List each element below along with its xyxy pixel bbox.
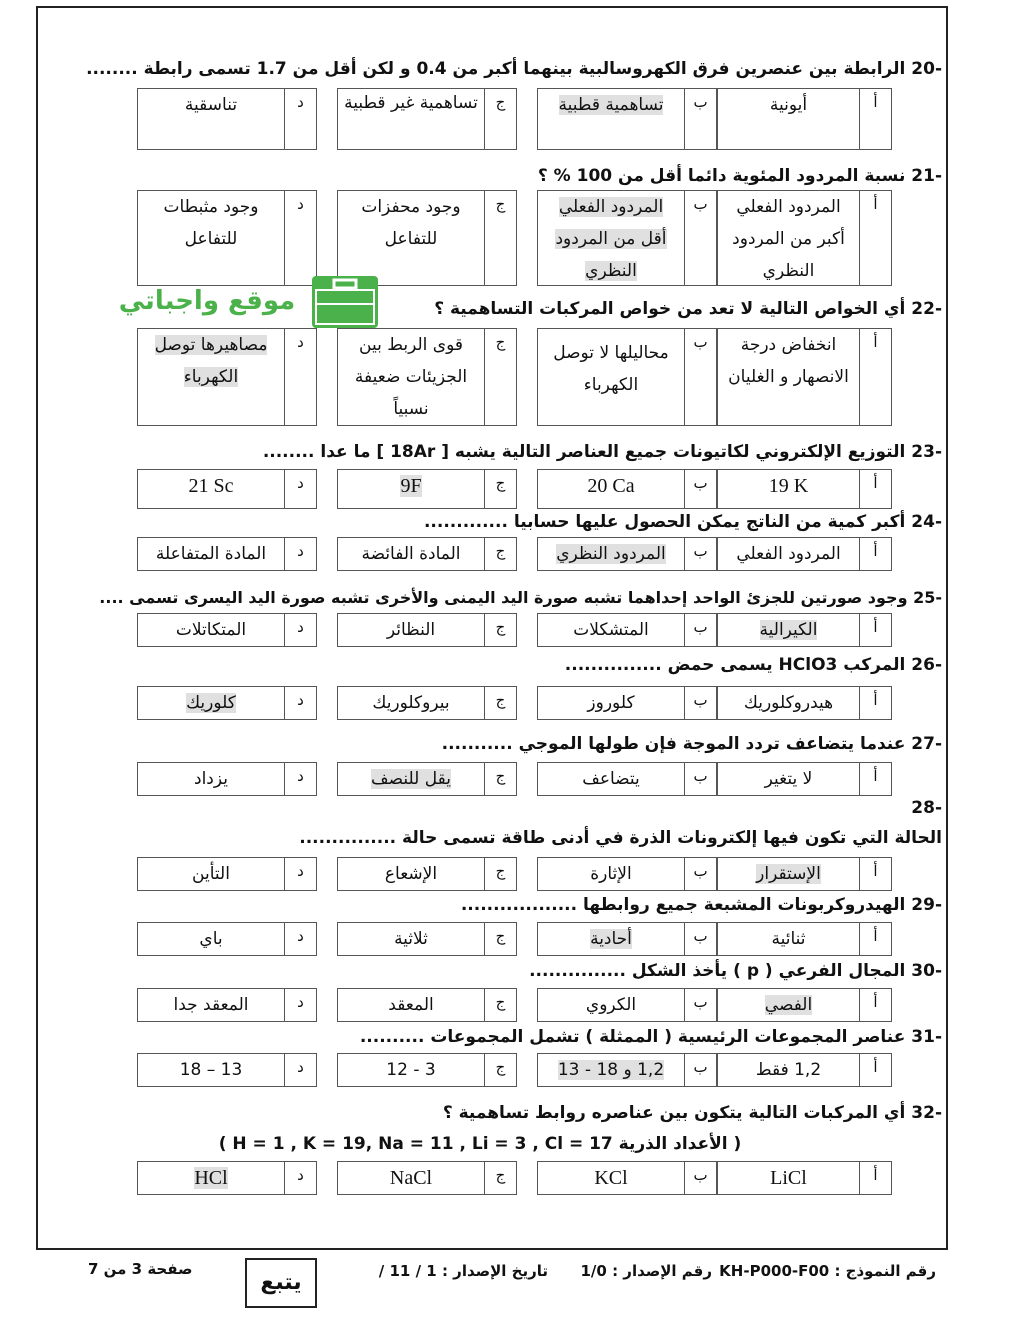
option-letter: د bbox=[284, 687, 316, 719]
option-text: 3 - 12 bbox=[386, 1060, 436, 1080]
option-a[interactable] bbox=[717, 1161, 892, 1195]
option-b[interactable] bbox=[537, 613, 717, 647]
option-letter: د bbox=[284, 89, 316, 149]
question-text: المركب HClO3 يسمى حمض ............... bbox=[564, 655, 906, 675]
question-text: المجال الفرعي ( p ) يأخذ الشكل ............... bbox=[529, 961, 906, 981]
option-c[interactable] bbox=[337, 88, 517, 150]
options-row-22 bbox=[112, 328, 892, 426]
option-text: أيونية bbox=[769, 95, 808, 115]
option-d[interactable] bbox=[137, 469, 317, 509]
option-text: المتشكلات bbox=[573, 620, 649, 640]
option-d[interactable] bbox=[137, 1161, 317, 1195]
question-22 bbox=[40, 298, 942, 320]
option-d[interactable] bbox=[137, 537, 317, 571]
option-letter: ج bbox=[484, 538, 516, 570]
question-28-number bbox=[40, 797, 942, 819]
question-number: -25 bbox=[913, 588, 942, 607]
page-number: صفحة 3 من 7 bbox=[88, 1260, 193, 1278]
option-text: المتكاتلات bbox=[175, 620, 247, 640]
options-row-27 bbox=[104, 762, 892, 796]
question-28 bbox=[40, 827, 942, 849]
option-c[interactable] bbox=[337, 762, 517, 796]
option-letter: أ bbox=[859, 687, 891, 719]
question-number: -23 bbox=[911, 442, 942, 462]
question-number: -31 bbox=[911, 1027, 942, 1047]
option-letter: ب bbox=[684, 989, 716, 1021]
option-text: 1,2 فقط bbox=[755, 1060, 822, 1080]
option-letter: د bbox=[284, 1162, 316, 1194]
options-row-24 bbox=[112, 537, 892, 571]
option-text: وجود مثبطات للتفاعل bbox=[163, 197, 259, 249]
question-24 bbox=[40, 511, 942, 533]
option-text: الفصي bbox=[764, 995, 813, 1015]
question-text: عندما يتضاعف تردد الموجة فإن طولها الموجي ........... bbox=[441, 734, 906, 754]
option-text: الكيرالية bbox=[759, 620, 818, 640]
option-a[interactable] bbox=[717, 88, 892, 150]
question-29 bbox=[40, 894, 942, 916]
option-text: النظائر bbox=[386, 620, 436, 640]
option-text: المردود الفعلي أقل من المردود النظري bbox=[555, 197, 667, 281]
question-number: -32 bbox=[911, 1103, 942, 1123]
option-text: 19 K bbox=[768, 475, 809, 497]
option-text: انخفاض درجة الانصهار و الغليان bbox=[728, 335, 849, 387]
options-row-23 bbox=[112, 469, 892, 509]
option-letter: ج bbox=[484, 923, 516, 955]
option-text: 9F bbox=[400, 475, 422, 497]
question-25 bbox=[40, 587, 942, 609]
option-text: بيروكلوريك bbox=[372, 693, 450, 713]
options-row-29 bbox=[104, 922, 892, 956]
option-letter: أ bbox=[859, 1162, 891, 1194]
option-letter: أ bbox=[859, 191, 891, 285]
option-letter: أ bbox=[859, 614, 891, 646]
question-31 bbox=[40, 1026, 942, 1048]
option-text: 13 – 18 bbox=[179, 1060, 243, 1080]
option-letter: ب bbox=[684, 763, 716, 795]
option-letter: د bbox=[284, 763, 316, 795]
option-text: المردود الفعلي أكبر من المردود النظري bbox=[732, 197, 845, 281]
question-text: الرابطة بين عنصرين فرق الكهروسالبية بينهما أكبر من 0.4 و لكن أقل من 1.7 تسمى رابطة ........ bbox=[86, 59, 906, 79]
option-text: المادة الفائضة bbox=[361, 544, 461, 564]
option-text: يزداد bbox=[194, 769, 228, 789]
option-text: NaCl bbox=[389, 1167, 433, 1189]
option-letter: ب bbox=[684, 191, 716, 285]
option-letter: أ bbox=[859, 858, 891, 890]
question-number: -24 bbox=[911, 512, 942, 532]
question-number: -28 bbox=[911, 798, 942, 818]
option-text: أحادية bbox=[590, 929, 632, 949]
question-26 bbox=[40, 654, 942, 676]
option-a[interactable] bbox=[717, 613, 892, 647]
question-text: الحالة التي تكون فيها إلكترونات الذرة في أدنى طاقة تسمى حالة ............... bbox=[299, 828, 942, 848]
option-c[interactable] bbox=[337, 1053, 517, 1087]
option-text: المعقد جدا bbox=[173, 995, 249, 1015]
option-letter: د bbox=[284, 989, 316, 1021]
option-letter: ب bbox=[684, 1162, 716, 1194]
question-23 bbox=[40, 441, 942, 463]
option-text: قوى الربط بين الجزيئات ضعيفة نسبياً bbox=[354, 335, 468, 419]
option-text: هيدروكلوريك bbox=[743, 693, 834, 713]
option-text: المادة المتفاعلة bbox=[155, 544, 267, 564]
option-b[interactable] bbox=[537, 190, 717, 286]
option-b[interactable] bbox=[537, 857, 717, 891]
option-c[interactable] bbox=[337, 537, 517, 571]
option-text: محاليلها لا توصل الكهرباء bbox=[553, 343, 669, 395]
question-number: -26 bbox=[911, 655, 942, 675]
option-letter: ج bbox=[484, 989, 516, 1021]
question-text: عناصر المجموعات الرئيسية ( الممثلة ) تشمل المجموعات .......... bbox=[359, 1027, 906, 1047]
option-b[interactable] bbox=[537, 1161, 717, 1195]
option-a[interactable] bbox=[717, 469, 892, 509]
option-text: LiCl bbox=[770, 1167, 807, 1189]
option-letter: ب bbox=[684, 470, 716, 508]
option-a[interactable] bbox=[717, 988, 892, 1022]
option-letter: أ bbox=[859, 923, 891, 955]
question-subtext: ( الأعداد الذرية H = 1 , K = 19, Na = 11 , Li = 3 , Cl = 17 ) bbox=[218, 1134, 742, 1154]
option-letter: أ bbox=[859, 989, 891, 1021]
option-a[interactable] bbox=[717, 857, 892, 891]
issue-date: تاريخ الإصدار : 1 / 11 / bbox=[378, 1262, 548, 1280]
option-b[interactable] bbox=[537, 686, 717, 720]
option-c[interactable] bbox=[337, 1161, 517, 1195]
option-c[interactable] bbox=[337, 922, 517, 956]
option-b[interactable] bbox=[537, 762, 717, 796]
watermark-text: موقع واجباتي bbox=[118, 286, 296, 316]
option-letter: د bbox=[284, 329, 316, 425]
option-text: KCl bbox=[594, 1167, 628, 1189]
option-text: الإثارة bbox=[590, 864, 632, 884]
option-b[interactable] bbox=[537, 922, 717, 956]
version-number: رقم الإصدار : 1/0 bbox=[580, 1262, 712, 1280]
option-letter: د bbox=[284, 538, 316, 570]
option-text: ثنائية bbox=[771, 929, 806, 949]
option-text: تساهمية قطبية bbox=[558, 95, 664, 115]
option-d[interactable] bbox=[137, 857, 317, 891]
question-number: -20 bbox=[911, 59, 942, 79]
option-a[interactable] bbox=[717, 922, 892, 956]
option-text: لا يتغير bbox=[764, 769, 813, 789]
option-text: المردود الفعلي bbox=[736, 544, 841, 564]
question-text: نسبة المردود المئوية دائما أقل من 100 % ؟ bbox=[537, 166, 906, 186]
option-c[interactable] bbox=[337, 857, 517, 891]
option-c[interactable] bbox=[337, 328, 517, 426]
options-row-31 bbox=[104, 1053, 892, 1087]
option-a[interactable] bbox=[717, 190, 892, 286]
option-d[interactable] bbox=[137, 1053, 317, 1087]
option-text: مصاهيرها توصل الكهرباء bbox=[154, 335, 268, 387]
option-d[interactable] bbox=[137, 922, 317, 956]
option-text: 20 Ca bbox=[587, 475, 635, 497]
option-d[interactable] bbox=[137, 988, 317, 1022]
option-d[interactable] bbox=[137, 88, 317, 150]
option-b[interactable] bbox=[537, 537, 717, 571]
footer bbox=[40, 1258, 940, 1314]
option-text: تناسقية bbox=[184, 95, 238, 115]
model-number: رقم النموذج : KH-P000-F00 bbox=[719, 1262, 936, 1280]
option-letter: أ bbox=[859, 329, 891, 425]
option-text: ثلاثية bbox=[394, 929, 428, 949]
option-text: وجود محفزات للتفاعل bbox=[361, 197, 461, 249]
question-32 bbox=[40, 1102, 942, 1124]
option-a[interactable] bbox=[717, 328, 892, 426]
options-row-25 bbox=[112, 613, 892, 647]
option-text: كلوريك bbox=[186, 693, 236, 713]
option-b[interactable] bbox=[537, 469, 717, 509]
question-21 bbox=[40, 165, 942, 187]
option-text: تساهمية غير قطبية bbox=[344, 93, 478, 113]
question-30 bbox=[40, 960, 942, 982]
option-text: يقل للنصف bbox=[371, 769, 451, 789]
option-letter: أ bbox=[859, 89, 891, 149]
option-letter: ج bbox=[484, 763, 516, 795]
option-letter: ب bbox=[684, 1054, 716, 1086]
option-d[interactable] bbox=[137, 190, 317, 286]
question-number: -22 bbox=[911, 299, 942, 319]
question-text: أي المركبات التالية يتكون بين عناصره روابط تساهمية ؟ bbox=[442, 1103, 906, 1123]
option-letter: د bbox=[284, 614, 316, 646]
options-row-21 bbox=[112, 190, 892, 286]
option-letter: ج bbox=[484, 1054, 516, 1086]
option-text: المردود النظري bbox=[556, 544, 666, 564]
option-text: التأين bbox=[192, 864, 230, 884]
question-text: الهيدروكربونات المشبعة جميع روابطها .................. bbox=[460, 895, 906, 915]
option-letter: ب bbox=[684, 89, 716, 149]
option-text: 21 Sc bbox=[188, 475, 234, 497]
option-a[interactable] bbox=[717, 537, 892, 571]
option-b[interactable] bbox=[537, 88, 717, 150]
option-letter: ج bbox=[484, 89, 516, 149]
option-c[interactable] bbox=[337, 686, 517, 720]
question-27 bbox=[40, 733, 942, 755]
question-text: التوزيع الإلكتروني لكاتيونات جميع العناصر التالية يشبه [ 18Ar ] ما عدا ........ bbox=[262, 442, 906, 462]
options-row-32 bbox=[104, 1161, 892, 1195]
option-letter: أ bbox=[859, 470, 891, 508]
option-letter: د bbox=[284, 923, 316, 955]
option-d[interactable] bbox=[137, 762, 317, 796]
option-letter: ج bbox=[484, 858, 516, 890]
option-d[interactable] bbox=[137, 328, 317, 426]
option-a[interactable] bbox=[717, 1053, 892, 1087]
option-letter: ب bbox=[684, 687, 716, 719]
option-text: كلوروز bbox=[587, 693, 635, 713]
question-32-subtext bbox=[200, 1133, 760, 1155]
option-text: HCl bbox=[194, 1167, 228, 1189]
option-letter: ب bbox=[684, 614, 716, 646]
option-b[interactable] bbox=[537, 1053, 717, 1087]
option-text: الإشعاع bbox=[384, 864, 438, 884]
question-number: -21 bbox=[911, 166, 942, 186]
question-text: أي الخواص التالية لا تعد من خواص المركبات التساهمية ؟ bbox=[434, 299, 906, 319]
option-letter: أ bbox=[859, 763, 891, 795]
question-number: -27 bbox=[911, 734, 942, 754]
option-letter: ب bbox=[684, 329, 716, 425]
option-letter: د bbox=[284, 858, 316, 890]
option-text: 1,2 و 18 - 13 bbox=[557, 1060, 665, 1080]
option-letter: د bbox=[284, 1054, 316, 1086]
option-letter: ج bbox=[484, 470, 516, 508]
option-letter: د bbox=[284, 470, 316, 508]
option-d[interactable] bbox=[137, 686, 317, 720]
question-text: أكبر كمية من الناتج يمكن الحصول عليها حسابيا ............. bbox=[423, 512, 906, 532]
option-letter: ب bbox=[684, 923, 716, 955]
option-text: المعقد bbox=[388, 995, 434, 1015]
question-text: وجود صورتين للجزئ الواحد إحداهما تشبه صورة اليد اليمنى والأخرى تشبه صورة اليد اليسرى تسمى .... bbox=[99, 588, 908, 607]
options-row-30 bbox=[104, 988, 892, 1022]
option-letter: ج bbox=[484, 614, 516, 646]
option-letter: ب bbox=[684, 858, 716, 890]
option-letter: ج bbox=[484, 191, 516, 285]
option-b[interactable] bbox=[537, 328, 717, 426]
option-letter: د bbox=[284, 191, 316, 285]
option-c[interactable] bbox=[337, 613, 517, 647]
question-number: -30 bbox=[911, 961, 942, 981]
option-text: باي bbox=[199, 929, 223, 949]
option-letter: ج bbox=[484, 329, 516, 425]
option-c[interactable] bbox=[337, 988, 517, 1022]
continue-label: يتبع bbox=[245, 1258, 317, 1308]
option-a[interactable] bbox=[717, 686, 892, 720]
option-text: الإستقرار bbox=[756, 864, 821, 884]
option-c[interactable] bbox=[337, 469, 517, 509]
option-a[interactable] bbox=[717, 762, 892, 796]
option-letter: ج bbox=[484, 687, 516, 719]
option-text: الكروي bbox=[585, 995, 637, 1015]
options-row-20 bbox=[112, 88, 892, 150]
option-text: يتضاعف bbox=[582, 769, 640, 789]
option-c[interactable] bbox=[337, 190, 517, 286]
options-row-26 bbox=[112, 686, 892, 720]
option-d[interactable] bbox=[137, 613, 317, 647]
question-20 bbox=[40, 58, 942, 80]
question-number: -29 bbox=[911, 895, 942, 915]
option-letter: أ bbox=[859, 1054, 891, 1086]
option-letter: ب bbox=[684, 538, 716, 570]
option-letter: أ bbox=[859, 538, 891, 570]
option-b[interactable] bbox=[537, 988, 717, 1022]
option-letter: ج bbox=[484, 1162, 516, 1194]
options-row-28 bbox=[104, 857, 892, 891]
